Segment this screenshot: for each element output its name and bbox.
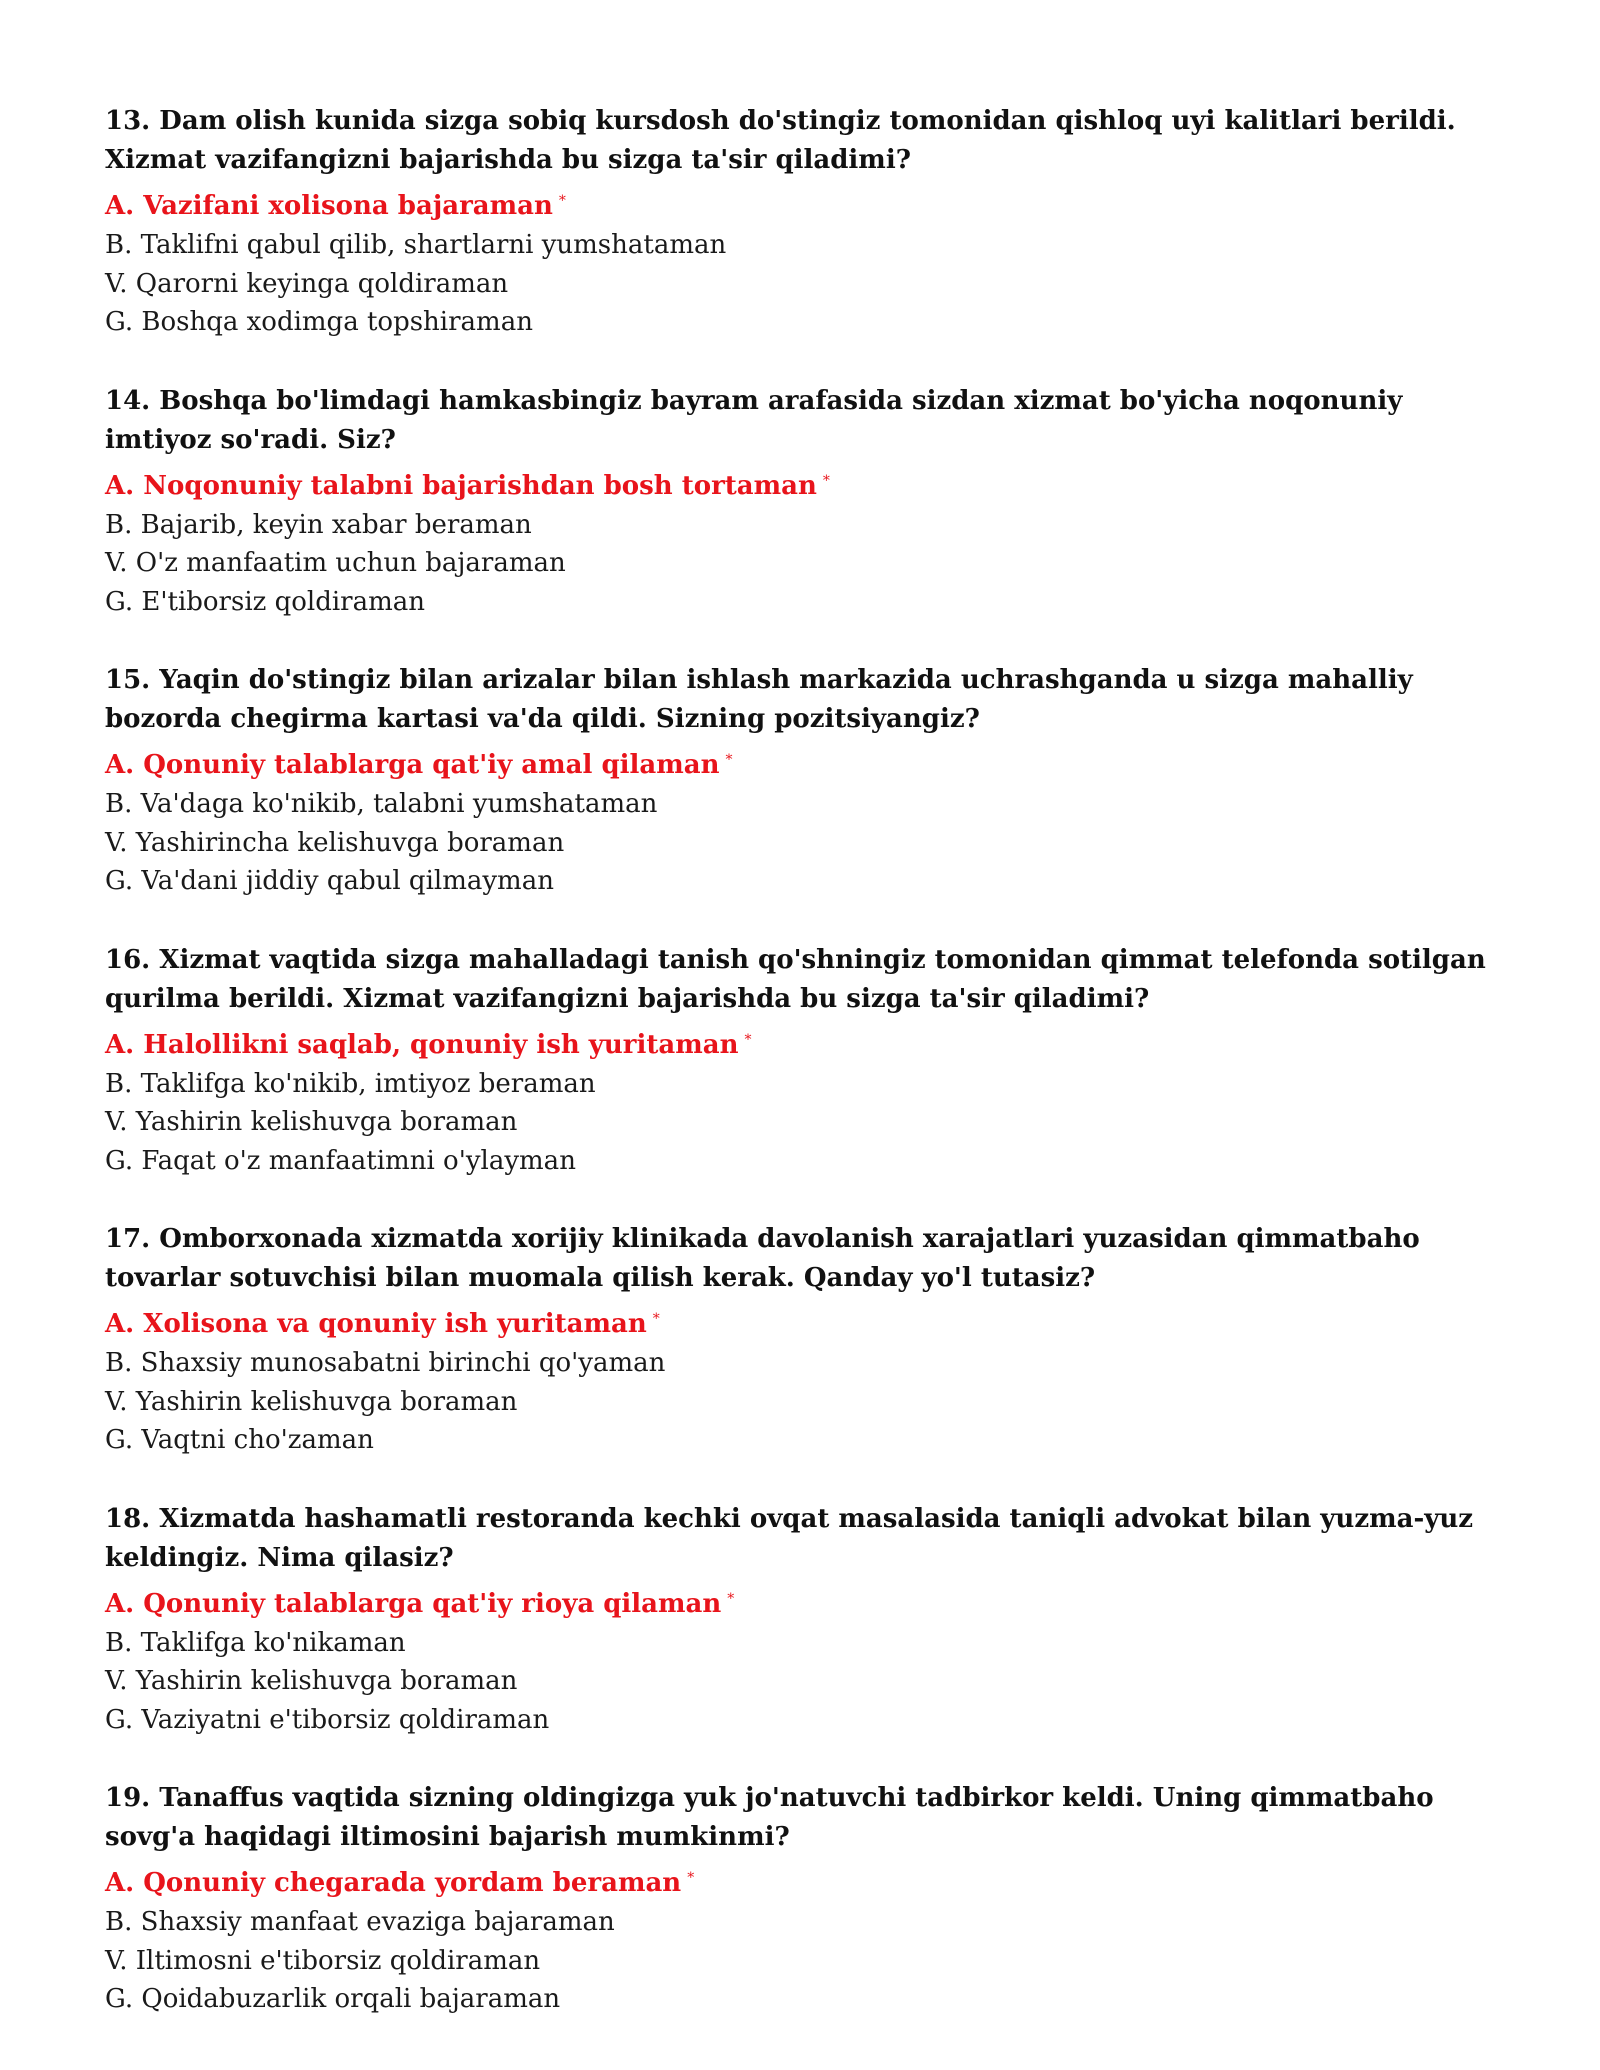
option: B. Shaxsiy munosabatni birinchi qo'yaman	[105, 1348, 666, 1378]
question-text: 19. Tanaffus vaqtida sizning oldingizga yuk jo'natuvchi tadbirkor keldi. Uning qimmatbaho sovg'a haqidagi iltimosini bajarish mumkinmi?	[105, 1783, 1434, 1852]
option: B. Va'daga ko'nikib, talabni yumshataman	[105, 789, 658, 819]
option: V. Qarorni keyinga qoldiraman	[105, 268, 509, 299]
question-18	[105, 1500, 1500, 1740]
option: G. Qoidabuzarlik orqali bajaraman	[105, 1984, 561, 2014]
question-text: 16. Xizmat vaqtida sizga mahalladagi tanish qo'shningiz tomonidan qimmat telefonda sotilgan qurilma berildi. Xizmat vazifangizni bajarishda bu sizga ta'sir qiladimi?	[105, 944, 1486, 1014]
question-text: 14. Boshqa bo'limdagi hamkasbingiz bayram arafasida sizdan xizmat bo'yicha noqonuniy imtiyoz so'radi. Siz?	[105, 385, 1403, 455]
option-correct: A. Noqonuniy talabni bajarishdan bosh tortaman *	[105, 470, 830, 501]
option-correct: A. Qonuniy talablarga qat'iy amal qilaman *	[105, 750, 733, 780]
option: G. Vaqtni cho'zaman	[105, 1425, 374, 1455]
question-13	[105, 102, 1500, 342]
option: V. Iltimosni e'tiborsiz qoldiraman	[105, 1945, 541, 1976]
option: V. Yashirincha kelishuvga boraman	[105, 827, 565, 858]
correct-marker: *	[687, 1870, 695, 1886]
option: G. Va'dani jiddiy qabul qilmayman	[105, 866, 554, 896]
question-text: 15. Yaqin do'stingiz bilan arizalar bilan ishlash markazida uchrashganda u sizga mahalliy bozorda chegirma kartasi va'da qildi. Sizning pozitsiyangiz?	[105, 665, 1413, 734]
correct-marker: *	[652, 1311, 660, 1327]
question-16	[105, 941, 1500, 1181]
option: G. E'tiborsiz qoldiraman	[105, 586, 426, 617]
question-14	[105, 382, 1500, 622]
option: G. Faqat o'z manfaatimni o'ylayman	[105, 1145, 576, 1176]
question-text: 18. Xizmatda hashamatli restoranda kechki ovqat masalasida taniqli advokat bilan yuzma-yuz keldingiz. Nima qilasiz?	[105, 1503, 1474, 1573]
option: G. Vaziyatni e'tiborsiz qoldiraman	[105, 1704, 550, 1735]
option-correct: A. Qonuniy talablarga qat'iy rioya qilaman *	[105, 1588, 735, 1619]
option: V. Yashirin kelishuvga boraman	[105, 1386, 518, 1417]
option: V. Yashirin kelishuvga boraman	[105, 1107, 518, 1137]
question-text: 13. Dam olish kunida sizga sobiq kursdosh do'stingiz tomonidan qishloq uyi kalitlari berildi. Xizmat vazifangizni bajarishda bu sizga ta'sir qiladimi?	[105, 106, 1456, 175]
correct-marker: *	[822, 472, 830, 489]
option: V. Yashirin kelishuvga boraman	[105, 1666, 518, 1696]
option: B. Taklifni qabul qilib, shartlarni yumshataman	[105, 230, 727, 260]
option: G. Boshqa xodimga topshiraman	[105, 307, 533, 337]
option-correct: A. Halollikni saqlab, qonuniy ish yuritaman *	[105, 1029, 752, 1060]
correct-marker: *	[727, 1590, 735, 1607]
option: B. Shaxsiy manfaat evaziga bajaraman	[105, 1907, 615, 1937]
option-correct: A. Qonuniy chegarada yordam beraman *	[105, 1868, 695, 1898]
option: V. O'z manfaatim uchun bajaraman	[105, 548, 566, 578]
correct-marker: *	[725, 752, 733, 768]
option: B. Bajarib, keyin xabar beraman	[105, 509, 532, 540]
option: B. Taklifga ko'nikib, imtiyoz beraman	[105, 1068, 596, 1099]
correct-marker: *	[558, 193, 566, 209]
option-correct: A. Vazifani xolisona bajaraman *	[105, 191, 566, 221]
question-text: 17. Omborxonada xizmatda xorijiy klinikada davolanish xarajatlari yuzasidan qimmatbaho tovarlar sotuvchisi bilan muomala qilish kerak. Qanday yo'l tutasiz?	[105, 1224, 1420, 1293]
question-19	[105, 1779, 1500, 2019]
question-15	[105, 661, 1500, 901]
question-17	[105, 1220, 1500, 1460]
option-correct: A. Xolisona va qonuniy ish yuritaman *	[105, 1309, 660, 1339]
correct-marker: *	[744, 1031, 752, 1048]
option: B. Taklifga ko'nikaman	[105, 1627, 406, 1658]
